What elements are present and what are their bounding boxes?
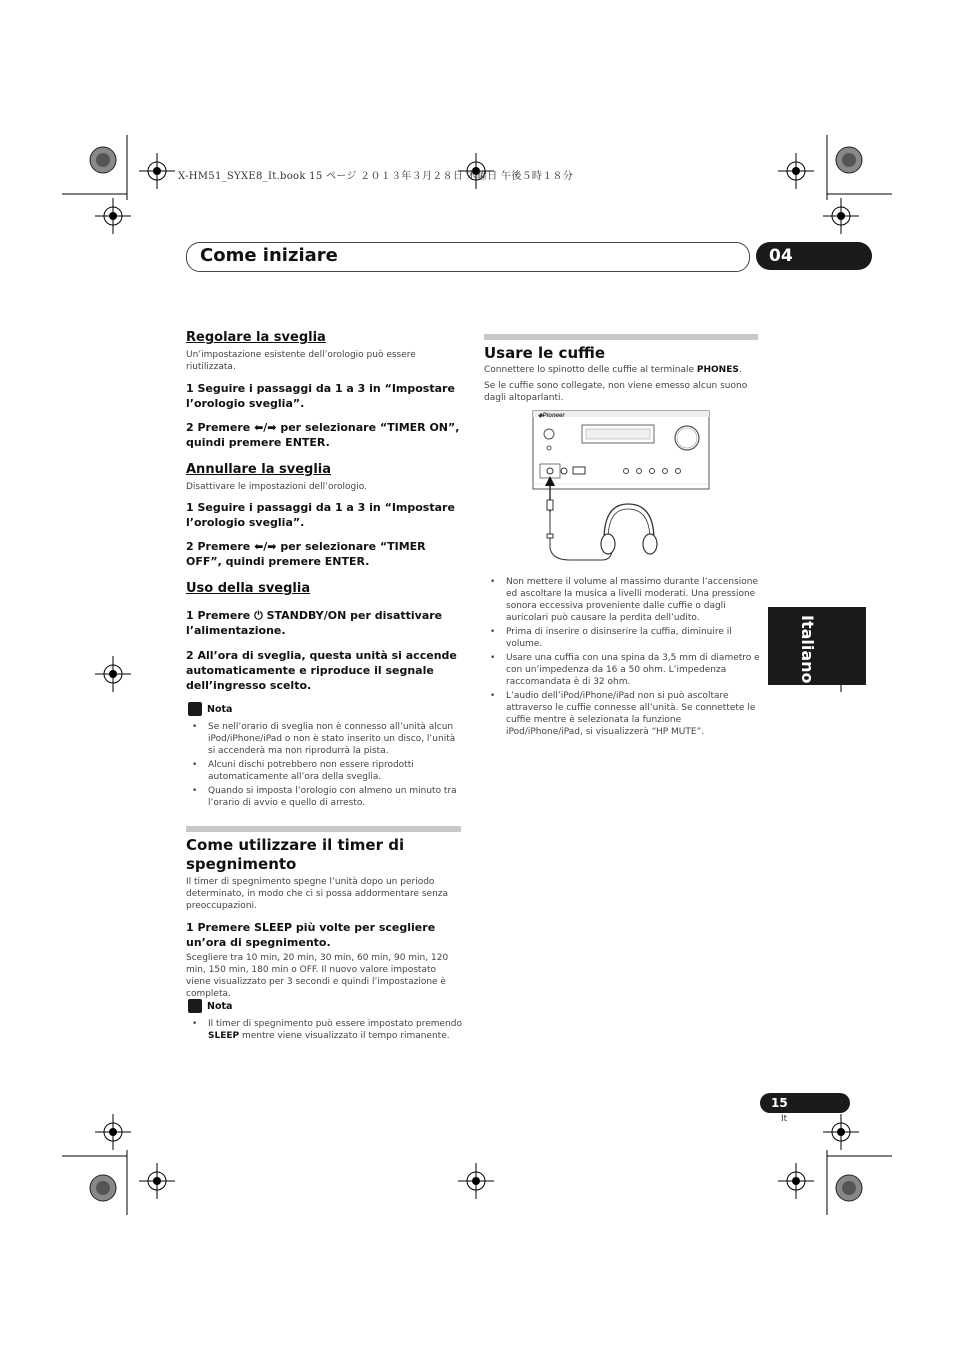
key-label: SLEEP <box>208 1031 240 1041</box>
section-title-cuffie: Usare le cuffie <box>484 344 606 362</box>
note-label-2: Nota <box>207 1001 233 1012</box>
text: Connettere lo spinotto delle cuffie al terminale <box>484 365 697 375</box>
language-tab-label: Italiano <box>798 615 817 684</box>
list-item: • Se nell’orario di sveglia non è connesso all’unità alcun iPod/iPhone/iPad o non è stato inserito un disco, l’unità si accenderà ma non riprodurrà la pista. <box>186 721 462 757</box>
page-number: 15 <box>760 1093 850 1113</box>
section-divider-left <box>186 826 461 832</box>
list-item <box>186 1018 462 1042</box>
list-item: • Quando si imposta l’orologio con almeno un minuto tra l’orario di avvio e quello di arresto. <box>186 785 462 809</box>
note-icon <box>188 999 202 1013</box>
note-text: mentre viene visualizzato il tempo rimanente. <box>239 1031 450 1041</box>
note-label-1: Nota <box>207 704 233 715</box>
section-title-uso: Uso della sveglia <box>186 581 311 596</box>
note-text: Il timer di spegnimento può essere impostato premendo <box>208 1019 462 1029</box>
headphones-connection-illustration <box>530 408 712 578</box>
step-regolare-1: 1 Seguire i passaggi da 1 a 3 in “Impostare l’orologio sveglia”. <box>186 382 455 410</box>
section-intro-timer: Il timer di spegnimento spegne l’unità dopo un periodo determinato, in modo che ci si possa addormentare senza preoccupazioni. <box>186 877 449 911</box>
list-item: • Alcuni dischi potrebbero non essere riprodotti automaticamente all’ora della sveglia. <box>186 759 462 783</box>
list-item: • Non mettere il volume al massimo durante l’accensione ed ascoltare la musica a livelli moderati. Una pressione sonora eccessiva proveniente dalle cuffie o dagli auricolari può causare la perdita dell’udito. <box>484 576 760 624</box>
page-title: Come iniziare <box>200 245 338 266</box>
note-list-2 <box>186 1018 462 1044</box>
page-language: It <box>781 1114 788 1124</box>
section-divider-right <box>484 334 758 340</box>
step-regolare-2: 2 Premere ⬅/➡ per selezionare “TIMER ON”, quindi premere ENTER. <box>186 421 460 449</box>
note-list-1 <box>186 721 462 811</box>
list-item: • Usare una cuffia con una spina da 3,5 mm di diametro e con un’impedenza da 16 a 50 ohm. L’impedenza raccomandata è di 32 ohm. <box>484 652 760 688</box>
section-title-timer: Come utilizzare il timer di spegnimento <box>186 836 405 873</box>
file-info-line: X-HM51_SYXE8_It.book 15 ページ ２０１３年３月２８日 木曜日 午後５時１８分 <box>178 171 574 182</box>
chapter-badge: 04 <box>756 242 872 270</box>
step-annullare-2: 2 Premere ⬅/➡ per selezionare “TIMER OFF”, quindi premere ENTER. <box>186 540 426 568</box>
svg-text:◆Pioneer: ◆Pioneer <box>538 413 565 419</box>
section-intro-annullare: Disattivare le impostazioni dell’orologio. <box>186 482 367 492</box>
note-icon <box>188 702 202 716</box>
cuffie-line-1 <box>484 364 758 376</box>
list-item: • Prima di inserire o disinserire la cuffia, diminuire il volume. <box>484 626 760 650</box>
step-timer-detail: Scegliere tra 10 min, 20 min, 30 min, 60 min, 90 min, 120 min, 150 min, 180 min o OFF. Il nuovo valore impostato viene visualizzato per 3 secondi e quindi l’impostazione è completa. <box>186 953 449 999</box>
text: . <box>738 365 742 375</box>
section-title-regolare: Regolare la sveglia <box>186 330 326 345</box>
list-item: • L’audio dell’iPod/iPhone/iPad non si può ascoltare attraverso le cuffie connesse all’unità. Se connettete le cuffie mentre è selezionata la funzione iPod/iPhone/iPad, si visualizzerà “HP MUTE”. <box>484 690 760 738</box>
step-timer-1: 1 Premere SLEEP più volte per scegliere un’ora di spegnimento. <box>186 921 436 949</box>
step-annullare-1: 1 Seguire i passaggi da 1 a 3 in “Impostare l’orologio sveglia”. <box>186 501 455 529</box>
cuffie-list <box>484 576 760 740</box>
language-tab <box>768 607 866 685</box>
cuffie-line-2: Se le cuffie sono collegate, non viene emesso alcun suono dagli altoparlanti. <box>484 381 748 403</box>
section-title-annullare: Annullare la sveglia <box>186 462 332 477</box>
section-intro-regolare: Un’impostazione esistente dell’orologio può essere riutilizzata. <box>186 350 416 372</box>
step-uso-1: 1 Premere ⏻ STANDBY/ON per disattivare l’alimentazione. <box>186 609 443 637</box>
key-label: PHONES <box>696 365 739 375</box>
step-uso-2: 2 All’ora di sveglia, questa unità si accende automaticamente e riproduce il segnale dell’ingresso scelto. <box>186 649 457 692</box>
